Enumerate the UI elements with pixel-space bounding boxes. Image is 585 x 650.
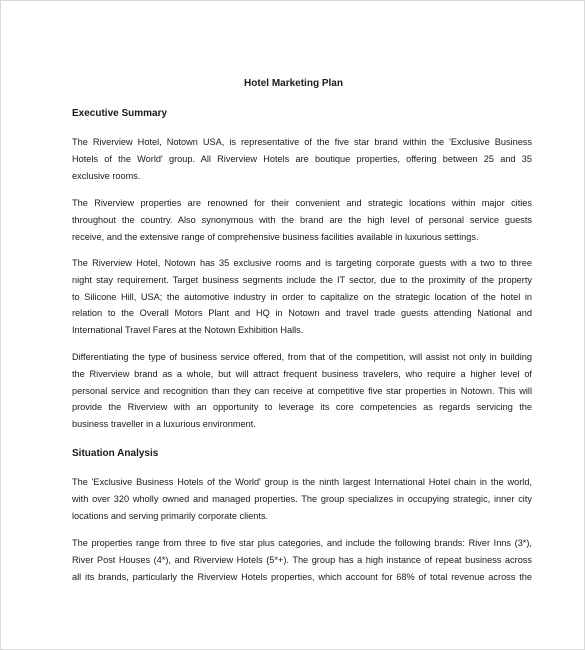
text-line: all its brands, particularly the Riverview Hotels properties, which account for 68% of total revenue across the <box>72 571 532 582</box>
text-line: Differentiating the type of business service offered, from that of the competition, will assist not only in building <box>72 352 532 362</box>
text-line: Hotels of the World' group. All Riverview Hotels are boutique properties, offering between 25 and 35 <box>72 153 532 164</box>
text-line: throughout the country. Also synonymous with the brand are the high level of personal service guests <box>72 214 532 225</box>
paragraph <box>72 134 532 184</box>
paragraph <box>72 349 532 433</box>
document-title: Hotel Marketing Plan <box>244 78 343 89</box>
text-line: receive, and the extensive range of comprehensive business facilities available in luxurious settings. <box>72 231 479 242</box>
text-line: International Travel Fares at the Notown Exhibition Halls. <box>72 325 304 336</box>
text-line: with over 320 wholly owned and managed properties. The group specializes in occupying strategic, inner city <box>72 493 532 504</box>
text-line: night stay requirement. Target business segments include the IT sector, due to the proximity of the property <box>72 274 532 285</box>
text-line: The Riverview Hotel, Notown has 35 exclusive rooms and is targeting corporate guests with a two to three <box>72 258 532 268</box>
text-line: The 'Exclusive Business Hotels of the World' group is the ninth largest International Hotel chain in the world, <box>72 477 532 487</box>
text-line: The Riverview properties are renowned for their convenient and strategic locations within major cities <box>72 198 532 208</box>
paragraph <box>72 255 532 339</box>
section-heading-executive-summary: Executive Summary <box>72 108 168 119</box>
text-line: relation to the Overall Motors Plant and HQ in Notown and travel trade guests attending National and <box>72 308 532 319</box>
text-line: to Silicone Hill, USA; the automotive industry in order to capitalize on the strategic location of the hotel in <box>72 291 532 302</box>
text-line: provide the Riverview with an opportunity to leverage its core competencies as regards servicing the <box>72 402 532 413</box>
text-line: the Riverview brand as a whole, but will attract frequent business travelers, who require a higher level of <box>72 368 532 379</box>
text-line: locations and serving primarily corporate clients. <box>72 510 269 521</box>
text-line: The properties range from three to five star plus categories, and include the following brands: River Inns (3*), <box>72 538 532 548</box>
paragraph <box>72 474 532 524</box>
paragraph <box>72 535 532 585</box>
text-line: exclusive rooms. <box>72 170 141 181</box>
text-line: business traveller in a luxurious environment. <box>72 419 256 430</box>
section-heading-situation-analysis: Situation Analysis <box>72 448 159 459</box>
text-line: The Riverview Hotel, Notown USA, is representative of the five star brand within the 'Exclusive Business <box>72 137 532 147</box>
text-line: personal service and recognition than they can receive at competitive five star properties in Notown. This will <box>72 385 532 396</box>
paragraph <box>72 195 532 245</box>
text-line: River Post Houses (4*), and Riverview Hotels (5*+). The group has a high instance of repeat business across <box>72 554 532 565</box>
